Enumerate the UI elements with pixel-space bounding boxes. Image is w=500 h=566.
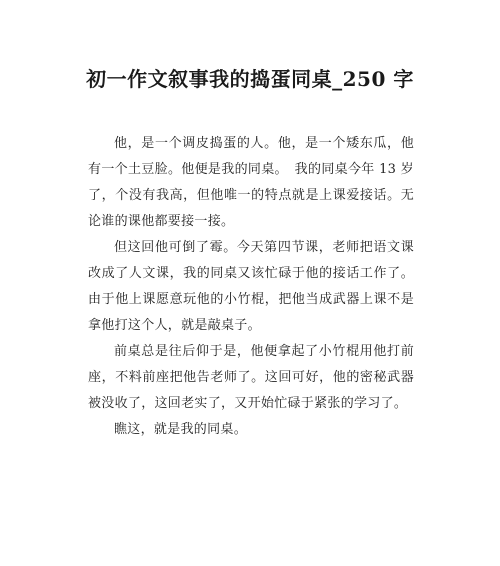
document-body — [88, 131, 414, 443]
paragraph: 但这回他可倒了霉。今天第四节课，老师把语文课改成了人文课，我的同桌又该忙碌于他的接话工作了。由于他上课愿意玩他的小竹棍，把他当成武器上课不是拿他打这个人，就是敲桌子。 — [88, 240, 414, 333]
paragraph: 他，是一个调皮捣蛋的人。他，是一个矮东瓜，他有一个土豆脸。他便是我的同桌。 我的同桌今年 13 岁了，个没有我高，但他唯一的特点就是上课爱接话。无论谁的课他都要接一接。 — [88, 136, 414, 229]
document-title: 初一作文叙事我的捣蛋同桌_250 字 — [86, 67, 414, 91]
paragraph: 瞧这，就是我的同桌。 — [114, 422, 248, 437]
paragraph: 前桌总是往后仰于是，他便拿起了小竹棍用他打前座，不料前座把他告老师了。这回可好，他的密秘武器被没收了，这回老实了，又开始忙碌于紧张的学习了。 — [88, 344, 414, 411]
